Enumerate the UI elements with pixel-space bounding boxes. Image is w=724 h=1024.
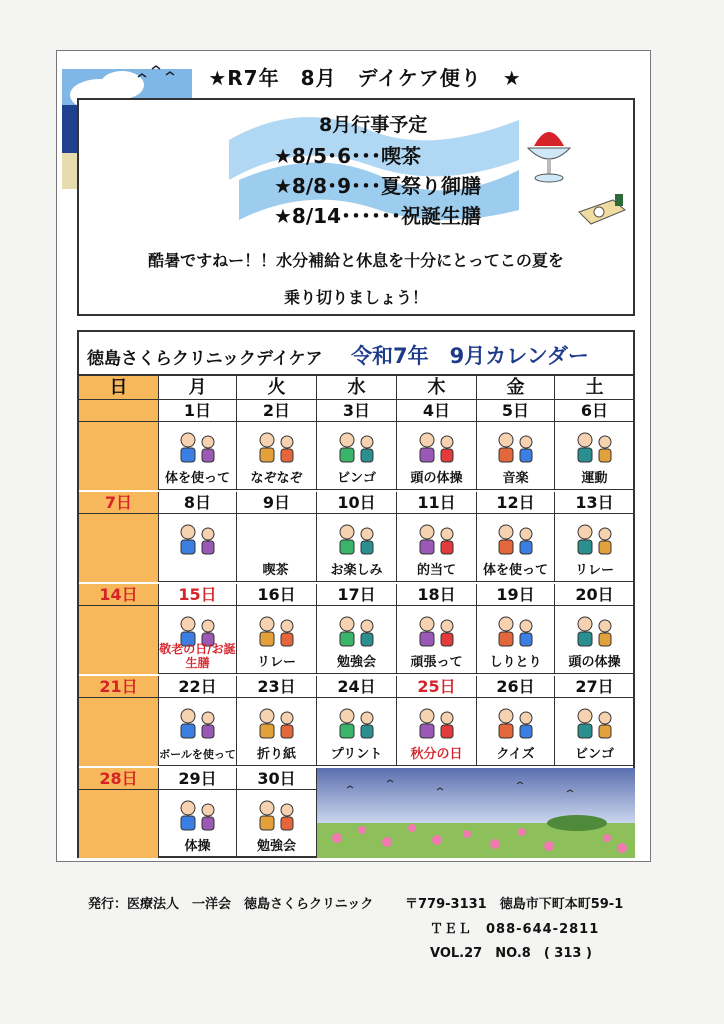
calendar xyxy=(77,330,635,858)
calendar-date-cell: 28日 xyxy=(79,768,159,790)
calendar-activity-label: 喫茶 xyxy=(262,563,289,578)
flower-field-illustration xyxy=(317,768,635,858)
calendar-activity-cell xyxy=(159,698,237,766)
calendar-date-cell: 3日 xyxy=(317,400,397,422)
calendar-activity-cell xyxy=(477,422,555,490)
calendar-activity-cell xyxy=(317,606,397,674)
activity-illustration-icon xyxy=(329,704,385,744)
calendar-activity-cell xyxy=(237,790,317,858)
calendar-activity-label: 体を使って xyxy=(164,471,230,486)
calendar-date-cell: 10日 xyxy=(317,492,397,514)
calendar-activity-label: 的当て xyxy=(416,563,456,578)
activity-illustration-icon xyxy=(488,704,544,744)
activity-illustration-icon xyxy=(567,428,623,468)
calendar-title: 令和7年 9月カレンダー xyxy=(351,344,589,368)
calendar-date-cell: 14日 xyxy=(79,584,159,606)
calendar-activity-cell xyxy=(397,514,477,582)
calendar-activity-label: 運動 xyxy=(581,471,608,486)
calendar-activity-label: 頑張って xyxy=(410,655,463,670)
calendar-date-cell: 21日 xyxy=(79,676,159,698)
weekday-1: 月 xyxy=(159,376,237,400)
event-item: ★8/5･6･･･喫茶 xyxy=(274,144,421,168)
activity-illustration-icon xyxy=(249,612,305,652)
calendar-activity-cell xyxy=(555,422,635,490)
activity-illustration-icon xyxy=(170,704,226,744)
events-box xyxy=(77,98,635,316)
calendar-activity-label: なぞなぞ xyxy=(250,471,303,486)
calendar-activity-label: 勉強会 xyxy=(336,655,376,670)
calendar-activity-cell xyxy=(159,514,289,582)
activity-illustration-icon xyxy=(567,520,623,560)
calendar-date-cell: 8日 xyxy=(159,492,237,514)
activity-illustration-icon xyxy=(170,428,226,468)
calendar-activity-label: ビンゴ xyxy=(336,471,376,486)
calendar-clinic-name: 徳島さくらクリニックデイケア xyxy=(87,349,323,369)
calendar-date-cell: 6日 xyxy=(555,400,635,422)
activity-illustration-icon xyxy=(329,520,385,560)
calendar-activity-label: 敬老の日/お誕生膳 xyxy=(159,642,236,670)
calendar-date-cell: 7日 xyxy=(79,492,159,514)
activity-illustration-icon xyxy=(170,520,226,560)
calendar-activity-cell xyxy=(159,790,237,858)
calendar-date-cell: 25日 xyxy=(397,676,477,698)
calendar-activity-label: プリント xyxy=(330,747,383,762)
shaved-ice-icon xyxy=(524,116,574,186)
activity-illustration-icon xyxy=(170,796,226,836)
activity-illustration-icon xyxy=(567,612,623,652)
weekday-3: 水 xyxy=(317,376,397,400)
calendar-activity-label: 体操 xyxy=(184,839,211,854)
activity-illustration-icon xyxy=(488,612,544,652)
calendar-activity-cell xyxy=(237,514,317,582)
calendar-activity-cell xyxy=(237,698,317,766)
footer-address: 〒779-3131 徳島市下町本町59-1 xyxy=(405,897,624,912)
activity-illustration-icon xyxy=(488,428,544,468)
calendar-date-cell: 5日 xyxy=(477,400,555,422)
calendar-activity-cell xyxy=(397,698,477,766)
calendar-activity-cell xyxy=(317,514,397,582)
calendar-date-cell: 4日 xyxy=(397,400,477,422)
footer-publisher: 発行：医療法人 一洋会 徳島さくらクリニック xyxy=(88,897,374,912)
calendar-activity-cell xyxy=(477,606,555,674)
calendar-date-cell: 12日 xyxy=(477,492,555,514)
calendar-date-cell xyxy=(79,400,159,422)
events-title: 8月行事予定 xyxy=(319,114,428,136)
calendar-activity-label: 勉強会 xyxy=(256,839,296,854)
activity-illustration-icon xyxy=(488,520,544,560)
calendar-activity-cell xyxy=(159,422,237,490)
activity-illustration-icon xyxy=(249,704,305,744)
message-line-2: 乗り切りましょう！ xyxy=(283,288,428,307)
calendar-date-cell: 16日 xyxy=(237,584,317,606)
calendar-activity-label: 折り紙 xyxy=(256,747,296,762)
weekday-header-row xyxy=(79,376,633,400)
activity-illustration-icon xyxy=(249,428,305,468)
activity-illustration-icon xyxy=(409,520,465,560)
calendar-date-cell: 2日 xyxy=(237,400,317,422)
event-item: ★8/8･9･･･夏祭り御膳 xyxy=(274,174,481,198)
calendar-date-cell: 27日 xyxy=(555,676,635,698)
activity-illustration-icon xyxy=(249,796,305,836)
activity-illustration-icon xyxy=(329,428,385,468)
calendar-activity-cell xyxy=(555,514,635,582)
footer-tel: ＴＥＬ 088-644-2811 xyxy=(430,922,600,937)
calendar-activity-cell xyxy=(237,422,317,490)
calendar-activity-cell xyxy=(397,606,477,674)
calendar-activity-cell xyxy=(555,698,635,766)
newsletter-title: ★R7年 8月 デイケア便り ★ xyxy=(208,66,522,90)
calendar-activity-label: お楽しみ xyxy=(330,563,383,578)
calendar-activity-label: ボールを使って xyxy=(159,748,236,761)
calendar-activity-label: 音楽 xyxy=(502,471,529,486)
calendar-date-cell: 11日 xyxy=(397,492,477,514)
calendar-activity-cell xyxy=(317,422,397,490)
calendar-activity-cell xyxy=(159,606,237,674)
calendar-activity-label: ビンゴ xyxy=(574,747,614,762)
calendar-activity-label: 頭の体操 xyxy=(410,471,463,486)
activity-illustration-icon xyxy=(567,704,623,744)
calendar-date-cell: 20日 xyxy=(555,584,635,606)
calendar-activity-label: 秋分の日 xyxy=(410,747,463,762)
calendar-date-cell: 15日 xyxy=(159,584,237,606)
calendar-activity-label: リレー xyxy=(574,563,614,578)
meal-tray-icon xyxy=(577,192,627,226)
activity-illustration-icon xyxy=(409,704,465,744)
calendar-activity-cell xyxy=(477,698,555,766)
calendar-date-cell: 19日 xyxy=(477,584,555,606)
message-line-1: 酷暑ですねー！！水分補給と休息を十分にとってこの夏を xyxy=(148,251,564,270)
calendar-activity-label: しりとり xyxy=(489,655,542,670)
calendar-activity-label: クイズ xyxy=(496,747,535,762)
activity-illustration-icon xyxy=(409,428,465,468)
weekday-5: 金 xyxy=(477,376,555,400)
calendar-activity-cell xyxy=(237,606,317,674)
weekday-4: 木 xyxy=(397,376,477,400)
calendar-date-cell: 1日 xyxy=(159,400,237,422)
calendar-activity-cell xyxy=(477,514,555,582)
footer-volume: VOL.27 NO.8 ( 313 ) xyxy=(430,946,592,961)
calendar-activity-label: リレー xyxy=(256,655,296,670)
calendar-activity-cell xyxy=(555,606,635,674)
activity-illustration-icon xyxy=(409,612,465,652)
calendar-activity-label: 頭の体操 xyxy=(568,655,621,670)
calendar-date-cell: 17日 xyxy=(317,584,397,606)
weekday-0: 日 xyxy=(79,376,159,400)
activity-illustration-icon xyxy=(329,612,385,652)
calendar-date-cell: 29日 xyxy=(159,768,237,790)
calendar-activity-label: 体を使って xyxy=(482,563,548,578)
calendar-date-cell: 26日 xyxy=(477,676,555,698)
calendar-activity-cell xyxy=(317,698,397,766)
calendar-date-cell: 13日 xyxy=(555,492,635,514)
calendar-date-cell: 9日 xyxy=(237,492,317,514)
weekday-6: 土 xyxy=(555,376,635,400)
event-item: ★8/14･･････祝誕生膳 xyxy=(274,204,481,228)
calendar-header xyxy=(79,332,633,376)
calendar-date-cell: 22日 xyxy=(159,676,237,698)
calendar-date-cell: 30日 xyxy=(237,768,317,790)
weekday-2: 火 xyxy=(237,376,317,400)
calendar-activity-cell xyxy=(397,422,477,490)
calendar-date-cell: 24日 xyxy=(317,676,397,698)
calendar-date-cell: 23日 xyxy=(237,676,317,698)
calendar-date-cell: 18日 xyxy=(397,584,477,606)
